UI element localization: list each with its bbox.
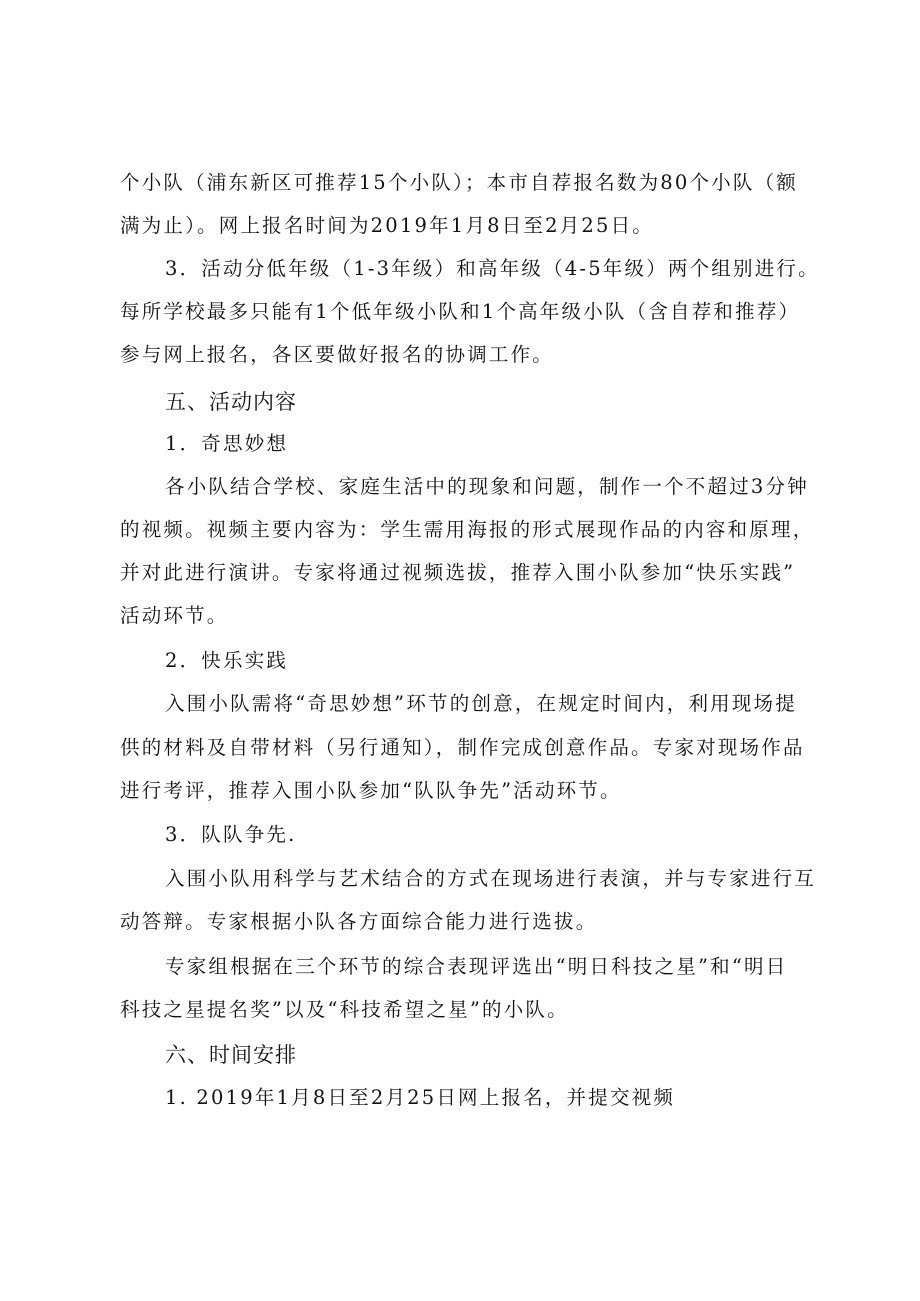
paragraph-line: 3．活动分低年级（1-3年级）和高年级（4-5年级）两个组别进行。 (165, 257, 820, 280)
paragraph-line: 进行考评，推荐入围小队参加“队队争先”活动环节。 (120, 779, 622, 802)
section-heading-schedule: 六、时间安排 (165, 1043, 297, 1067)
paragraph-line: 满为止）。网上报名时间为2019年1月8日至2月25日。 (120, 214, 655, 237)
paragraph-line: 供的材料及自带材料（另行通知），制作完成创意作品。专家对现场作品 (120, 736, 805, 759)
paragraph-line: 参与网上报名，各区要做好报名的协调工作。 (120, 343, 555, 366)
subsection-title: 2．快乐实践 (165, 649, 289, 672)
paragraph-line: 各小队结合学校、家庭生活中的现象和问题，制作一个不超过3分钟 (165, 475, 809, 498)
paragraph-line: 每所学校最多只能有1个低年级小队和1个高年级小队（含自荐和推荐） (120, 300, 801, 323)
paragraph-line: 入围小队用科学与艺术结合的方式在现场进行表演，并与专家进行互 (165, 867, 817, 890)
paragraph-line: 入围小队需将“奇思妙想”环节的创意，在规定时间内，利用现场提 (165, 692, 797, 715)
paragraph-line: 专家组根据在三个环节的综合表现评选出“明日科技之星”和“明日 (165, 955, 788, 978)
paragraph-line: 活动环节。 (120, 604, 229, 627)
subsection-title: 1．奇思妙想 (165, 432, 289, 455)
paragraph-line: 个小队（浦东新区可推荐15个小队）；本市自荐报名数为80个小队（额 (120, 171, 798, 194)
paragraph-line: 并对此进行演讲。专家将通过视频选拔，推荐入围小队参加“快乐实践” (120, 561, 796, 584)
paragraph-line: 动答辩。专家根据小队各方面综合能力进行选拔。 (120, 910, 598, 933)
subsection-title: 3．队队争先. (165, 823, 297, 846)
paragraph-line: 科技之星提名奖”以及“科技希望之星”的小队。 (120, 998, 569, 1021)
paragraph-line: 1. 2019年1月8日至2月25日网上报名，并提交视频 (165, 1086, 676, 1109)
paragraph-line: 的视频。视频主要内容为：学生需用海报的形式展现作品的内容和原理， (120, 518, 815, 541)
section-heading-activity-content: 五、活动内容 (165, 390, 297, 414)
